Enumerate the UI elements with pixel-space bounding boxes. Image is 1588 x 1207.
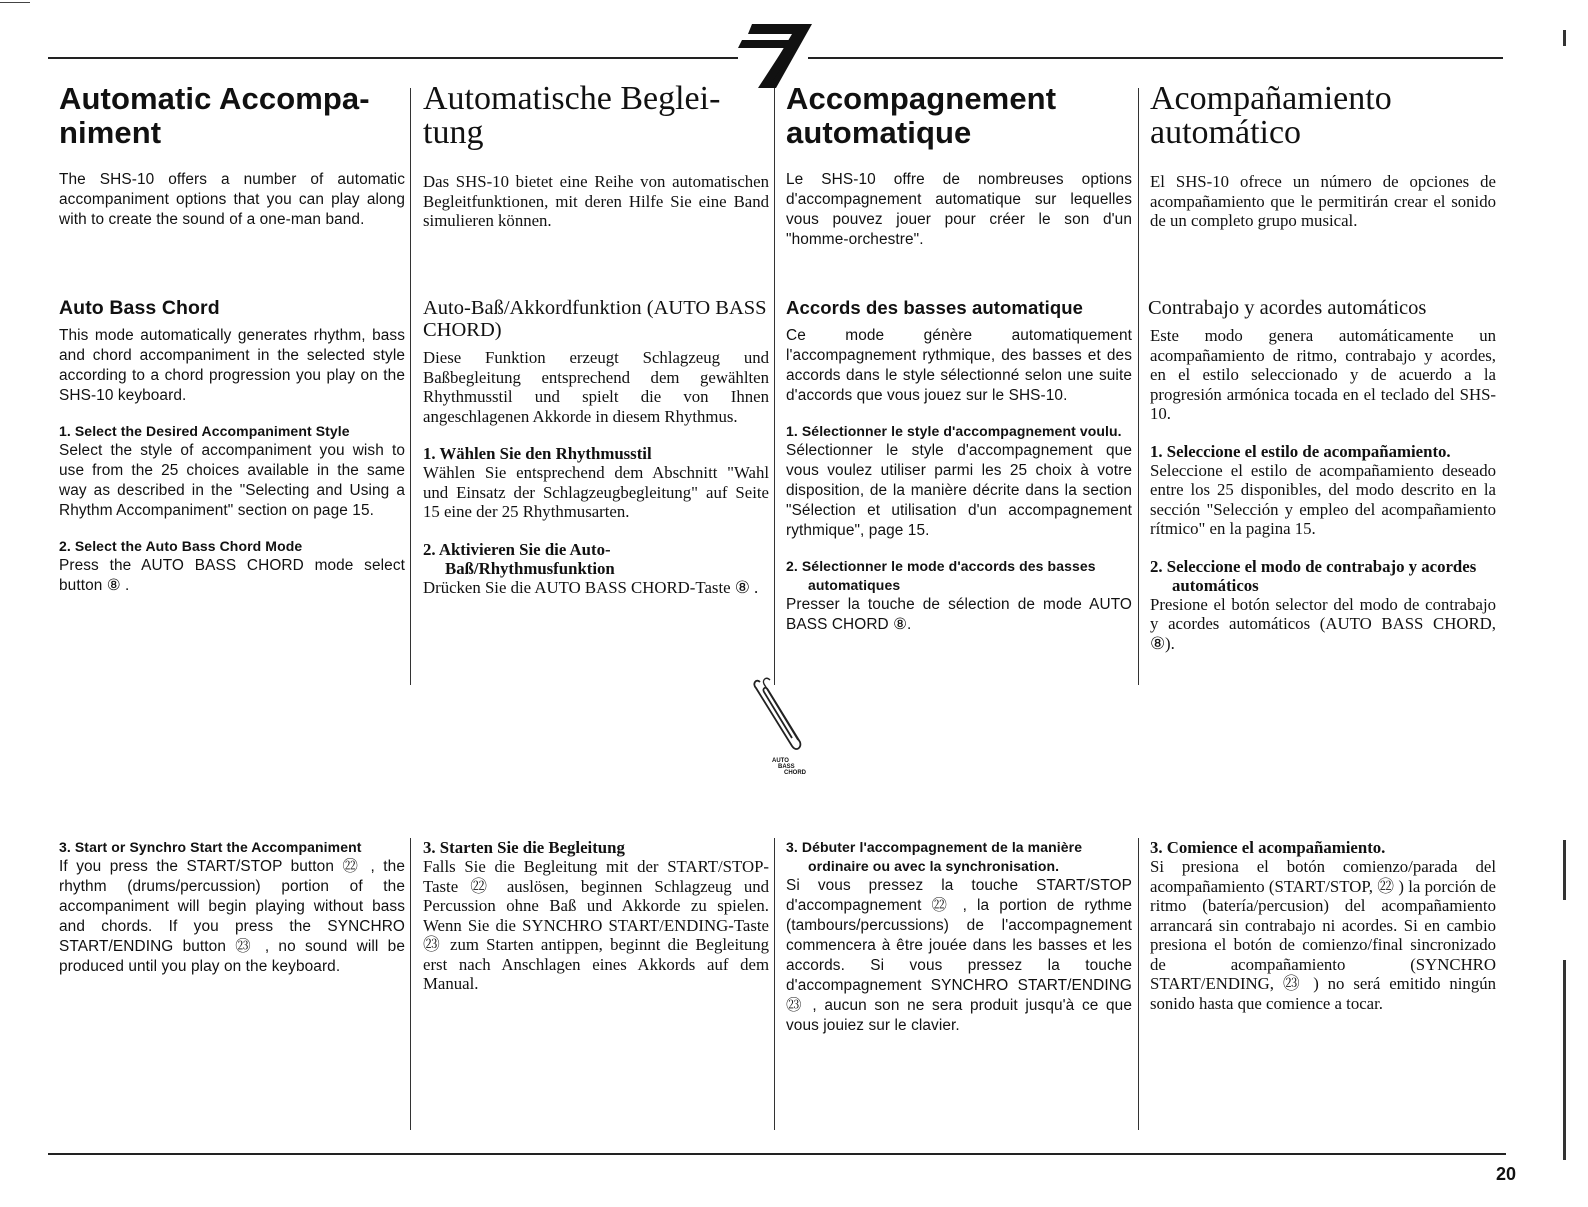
column-separator — [410, 88, 411, 685]
column-french — [786, 82, 1132, 250]
step-2-title: 2. Seleccione el modo de contrabajo y acordes automáticos — [1150, 556, 1477, 595]
step-3-text: Falls Sie die Begleitung mit der START/STOP-Taste ㉒ auslösen, beginnen Schlagzeug und Percussion ohne Baß und Akkorde zu spielen. Wenn Sie die SYNCHRO START/ENDING-Taste ㉓ zum Starten antippen, beginnt die Begleitung erst nach Anschlagen eines Akkords auf dem Manual. — [423, 857, 769, 993]
column-french-body — [786, 326, 1132, 635]
page-title: Acompañamiento automático — [1150, 80, 1392, 151]
step-3-text: If you press the START/STOP button ㉒ , the rhythm (drums/percussion) portion of the accompaniment will begin playing without bass and chords. If you press the SYNCHRO START/ENDING button ㉓ , no sound will be produced until you play on the keyboard. — [59, 858, 405, 975]
section-intro: This mode automatically generates rhythm, bass and chord accompaniment in the selected style according to a chord progression you play on the SHS-10 keyboard. — [59, 327, 405, 404]
column-separator — [1138, 838, 1139, 1130]
right-edge-mark — [1563, 840, 1566, 900]
step-3-title: 3. Starten Sie die Begleitung — [423, 838, 625, 857]
column-spanish-body — [1150, 326, 1496, 653]
section-heading: Accords des basses automatique — [786, 297, 1084, 318]
bottom-rule — [48, 1153, 1506, 1155]
column-separator — [774, 838, 775, 1130]
step-2-title: 2. Aktivieren Sie die Auto-Baß/Rhythmusfunktion — [423, 539, 615, 578]
column-english-step3 — [59, 838, 405, 977]
step-2-title: 2. Sélectionner le mode d'accords des basses automatiques — [786, 558, 1096, 593]
top-rule-right — [808, 57, 1503, 59]
column-german-body — [423, 348, 769, 597]
intro-paragraph: The SHS-10 offers a number of automatic accompaniment options that you can play along with to create the sound of a one-man band. — [59, 171, 405, 228]
chapter-number-graphic — [738, 18, 814, 90]
step-2-text: Drücken Sie die AUTO BASS CHORD-Taste ⑧ . — [423, 577, 759, 597]
section-heading: Auto Bass Chord — [59, 297, 220, 319]
column-separator — [410, 838, 411, 1130]
step-1-text: Select the style of accompaniment you wish to use from the 25 choices available in the same way as described in the "Selecting and Using a Rhythm Accompaniment" section on page 15. — [59, 442, 405, 519]
column-english-body — [59, 326, 405, 596]
column-spanish-step3 — [1150, 838, 1496, 1013]
page-title: Accompagnement automatique — [786, 81, 1057, 150]
step-1-text: Wählen Sie entsprechend dem Abschnitt "Wahl und Einsatz der Schlagzeugbegleitung" auf Seite 15 eine der 25 Rhythmusarten. — [423, 463, 769, 521]
intro-paragraph: Le SHS-10 offre de nombreuses options d'accompagnement automatique sur lequelles vous pouvez jouer pour créer le son d'un "homme-orchestre". — [786, 171, 1132, 248]
step-1-title: 1. Sélectionner le style d'accompagnement voulu. — [786, 423, 1122, 439]
column-english — [59, 82, 405, 230]
step-3-text: Si vous pressez la touche START/STOP d'accompagnement ㉒ , la portion de rythme (tambours/percussions) de l'accompagnement commencera à être jouée dans les basses et les accords. Si vous pressez la touche d'accompagnement SYNCHRO START/ENDING ㉓ , aucun son ne sera produit jusqu'à ce que vous jouiez sur le clavier. — [786, 877, 1132, 1034]
step-1-title: 1. Select the Desired Accompaniment Style — [59, 423, 350, 439]
section-intro: Diese Funktion erzeugt Schlagzeug und Baßbegleitung entsprechend dem gewählten Rhythmusstil und spielt die von Ihnen angeschlagenen Akkorde in diesem Rhythmus. — [423, 348, 769, 426]
step-2-text: Presser la touche de sélection de mode AUTO BASS CHORD ⑧. — [786, 596, 1132, 633]
right-edge-mark — [1563, 960, 1566, 1160]
step-3-title: 3. Start or Synchro Start the Accompaniment — [59, 839, 362, 855]
column-separator — [1138, 88, 1139, 685]
right-edge-mark — [1563, 30, 1566, 46]
section-heading: Auto-Baß/Akkordfunktion (AUTO BASS CHORD) — [423, 297, 767, 341]
column-german-step3 — [423, 838, 769, 994]
section-intro: Este modo genera automáticamente un acompañamiento de ritmo, contrabajo y acordes, en el estilo seleccionado y de acuerdo a la progresión armónica tocada en el teclado del SHS-10. — [1150, 326, 1496, 423]
step-1-title: 1. Seleccione el estilo de acompañamiento. — [1150, 441, 1451, 461]
intro-paragraph: El SHS-10 ofrece un número de opciones de acompañamiento que le permitirán crear el sonido de un completo grupo musical. — [1150, 172, 1496, 230]
step-2-title: 2. Select the Auto Bass Chord Mode — [59, 538, 303, 554]
step-3-text: Si presiona el botón comienzo/parada del acompañamiento (START/STOP, ㉒ ) la porción de ritmo (batería/percusion) del acompañamiento arrancará sin contrabajo ni acordes. Si en cambio presiona el botón de comienzo/final sincronizado de acompañamiento (SYNCHRO START/ENDING, ㉓ ) no será emitido ningún sonido hasta que comience a tocar. — [1150, 857, 1496, 1013]
button-label-auto-bass-chord: AUTO BASS CHORD — [772, 758, 806, 776]
column-separator — [774, 88, 775, 685]
page-title: Automatische Beglei-tung — [423, 80, 721, 151]
column-german — [423, 82, 769, 231]
column-spanish — [1150, 82, 1496, 231]
step-1-text: Sélectionner le style d'accompagnement que vous voulez utiliser parmi les 25 choix à votre disposition, de la manière décrite dans la section "Sélection et utilisation d'un accompagnement rythmique", page 15. — [786, 442, 1132, 539]
page-title: Automatic Accompa-niment — [59, 81, 370, 150]
section-heading: Contrabajo y acordes automáticos — [1148, 297, 1427, 319]
step-1-text: Seleccione el estilo de acompañamiento deseado entre los 25 disponibles, del modo descrito en la sección "Selección y empleo del acompañamiento rítmico" en la pagina 15. — [1150, 460, 1496, 538]
section-intro: Ce mode génère automatiquement l'accompagnement rythmique, des basses et des accords dans le style sélectionné selon une suite d'accords que vous jouez sur le SHS-10. — [786, 327, 1132, 404]
step-2-text: Press the AUTO BASS CHORD mode select button ⑧ . — [59, 557, 405, 594]
intro-paragraph: Das SHS-10 bietet eine Reihe von automatischen Begleitfunktionen, mit deren Hilfe Sie eine Band simulieren können. — [423, 172, 769, 230]
column-french-step3 — [786, 838, 1132, 1036]
page-number: 20 — [1496, 1164, 1517, 1184]
corner-crop-mark — [0, 2, 30, 3]
step-1-title: 1. Wählen Sie den Rhythmusstil — [423, 444, 652, 463]
step-2-text: Presione el botón selector del modo de contrabajo y acordes automáticos (AUTO BASS CHORD, ⑧). — [1150, 594, 1496, 653]
step-3-title: 3. Comience el acompañamiento. — [1150, 838, 1386, 857]
step-3-title: 3. Débuter l'accompagnement de la manière ordinaire ou avec la synchronisation. — [786, 839, 1083, 874]
top-rule-left — [48, 57, 738, 59]
